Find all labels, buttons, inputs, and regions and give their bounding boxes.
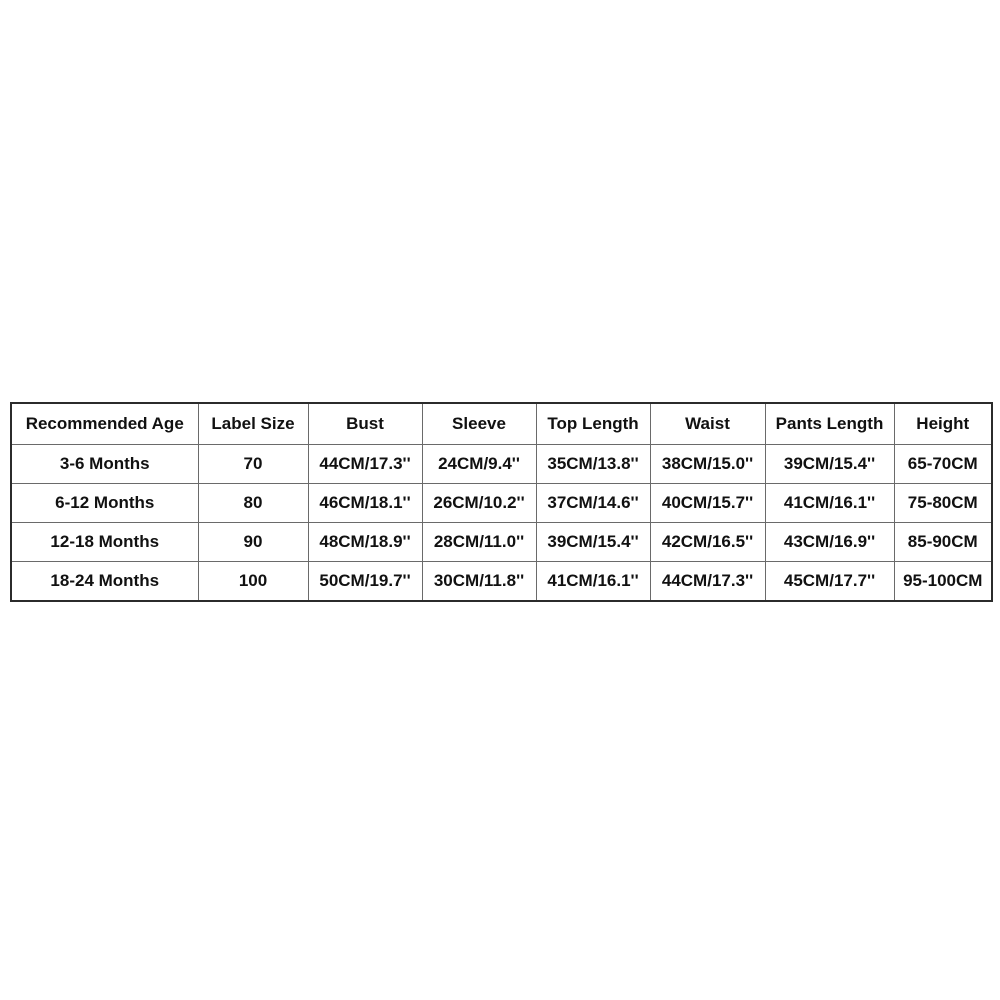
header-recommended-age: Recommended Age	[11, 403, 198, 445]
cell-waist: 44CM/17.3''	[650, 562, 765, 602]
size-chart-header	[11, 403, 992, 445]
cell-top-length: 37CM/14.6''	[536, 484, 650, 523]
cell-waist: 40CM/15.7''	[650, 484, 765, 523]
cell-recommended-age: 6-12 Months	[11, 484, 198, 523]
cell-label-size: 80	[198, 484, 308, 523]
cell-sleeve: 24CM/9.4''	[422, 445, 536, 484]
size-chart-body	[11, 445, 992, 602]
table-row	[11, 445, 992, 484]
header-sleeve: Sleeve	[422, 403, 536, 445]
header-pants-length: Pants Length	[765, 403, 894, 445]
cell-label-size: 90	[198, 523, 308, 562]
cell-height: 85-90CM	[894, 523, 992, 562]
cell-height: 65-70CM	[894, 445, 992, 484]
cell-pants-length: 43CM/16.9''	[765, 523, 894, 562]
header-label-size: Label Size	[198, 403, 308, 445]
cell-bust: 48CM/18.9''	[308, 523, 422, 562]
cell-height: 95-100CM	[894, 562, 992, 602]
header-height: Height	[894, 403, 992, 445]
cell-bust: 50CM/19.7''	[308, 562, 422, 602]
cell-sleeve: 28CM/11.0''	[422, 523, 536, 562]
cell-label-size: 100	[198, 562, 308, 602]
cell-top-length: 35CM/13.8''	[536, 445, 650, 484]
header-bust: Bust	[308, 403, 422, 445]
cell-recommended-age: 3-6 Months	[11, 445, 198, 484]
cell-height: 75-80CM	[894, 484, 992, 523]
header-row	[11, 403, 992, 445]
cell-bust: 44CM/17.3''	[308, 445, 422, 484]
cell-waist: 42CM/16.5''	[650, 523, 765, 562]
cell-pants-length: 41CM/16.1''	[765, 484, 894, 523]
table-row	[11, 562, 992, 602]
cell-recommended-age: 18-24 Months	[11, 562, 198, 602]
cell-sleeve: 30CM/11.8''	[422, 562, 536, 602]
cell-sleeve: 26CM/10.2''	[422, 484, 536, 523]
cell-top-length: 41CM/16.1''	[536, 562, 650, 602]
header-waist: Waist	[650, 403, 765, 445]
cell-waist: 38CM/15.0''	[650, 445, 765, 484]
cell-label-size: 70	[198, 445, 308, 484]
cell-pants-length: 39CM/15.4''	[765, 445, 894, 484]
cell-top-length: 39CM/15.4''	[536, 523, 650, 562]
table-row	[11, 484, 992, 523]
cell-recommended-age: 12-18 Months	[11, 523, 198, 562]
cell-bust: 46CM/18.1''	[308, 484, 422, 523]
cell-pants-length: 45CM/17.7''	[765, 562, 894, 602]
header-top-length: Top Length	[536, 403, 650, 445]
table-row	[11, 523, 992, 562]
size-chart-table	[10, 402, 993, 602]
